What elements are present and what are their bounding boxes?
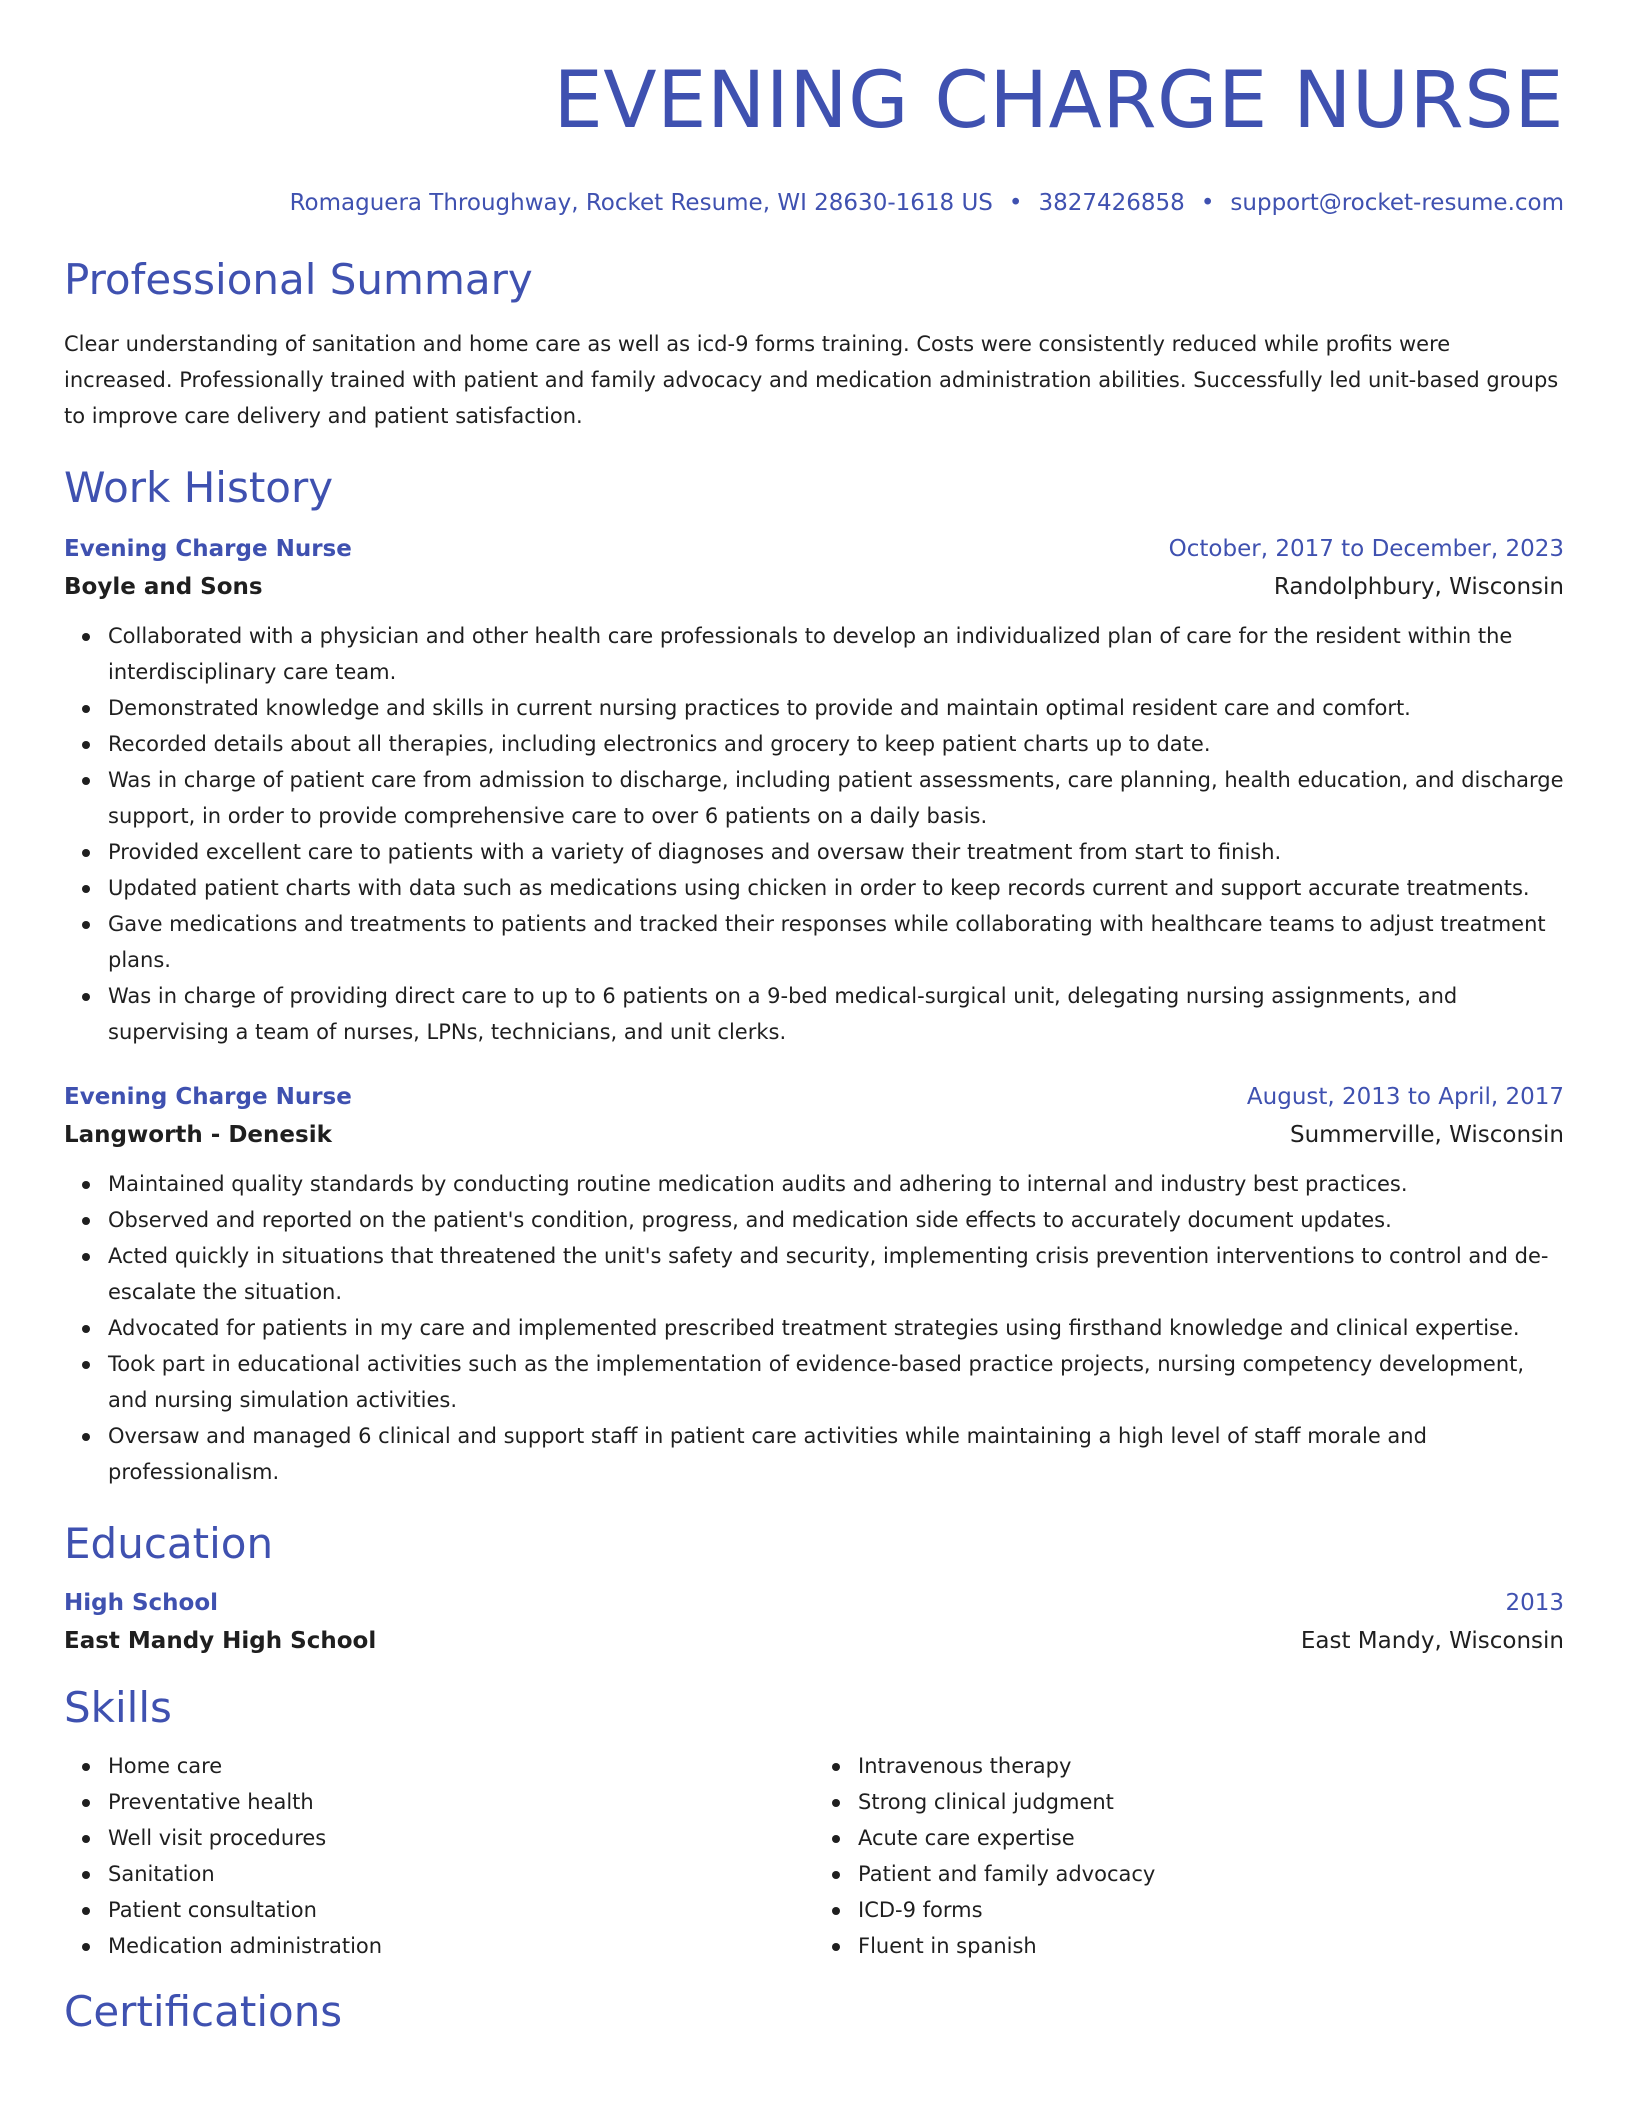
job-bullets xyxy=(64,618,1564,1050)
job-dates: October, 2017 to December, 2023 xyxy=(1168,536,1564,562)
section-title-skills: Skills xyxy=(64,1683,172,1732)
section-title-summary: Professional Summary xyxy=(64,255,533,304)
education-degree-row xyxy=(64,1584,1564,1622)
education-school-row xyxy=(64,1622,1564,1660)
skill-item: Well visit procedures xyxy=(108,1820,814,1856)
job-bullet: Collaborated with a physician and other health care professionals to develop an individualized plan of care for the resident within the interdisciplinary care team. xyxy=(108,618,1564,690)
job-bullet: Acted quickly in situations that threatened the unit's safety and security, implementing crisis prevention interventions to control and de-escalate the situation. xyxy=(108,1238,1564,1310)
job-title-row xyxy=(64,1078,1564,1116)
job-location: Randolphbury, Wisconsin xyxy=(1273,574,1564,600)
job-bullet: Provided excellent care to patients with a variety of diagnoses and oversaw their treatment from start to finish. xyxy=(108,834,1564,870)
skill-item: Sanitation xyxy=(108,1856,814,1892)
skills-column-left xyxy=(64,1748,814,1964)
job-entry xyxy=(64,530,1564,1050)
job-employer: Boyle and Sons xyxy=(64,574,263,600)
job-employer-row xyxy=(64,568,1564,606)
education-school: East Mandy High School xyxy=(64,1628,377,1654)
job-dates: August, 2013 to April, 2017 xyxy=(1246,1084,1564,1110)
candidate-title: EVENING CHARGE NURSE xyxy=(553,56,1564,146)
job-employer: Langworth - Denesik xyxy=(64,1122,332,1148)
education-entry xyxy=(64,1584,1564,1660)
skill-item: Strong clinical judgment xyxy=(858,1784,1564,1820)
job-bullet: Took part in educational activities such as the implementation of evidence-based practice projects, nursing competency development, and nursing simulation activities. xyxy=(108,1346,1564,1418)
skill-item: ICD-9 forms xyxy=(858,1892,1564,1928)
job-employer-row xyxy=(64,1116,1564,1154)
section-title-education: Education xyxy=(64,1519,274,1568)
job-bullet: Recorded details about all therapies, including electronics and grocery to keep patient charts up to date. xyxy=(108,726,1564,762)
contact-email: support@rocket-resume.com xyxy=(1230,190,1564,216)
skill-item: Intravenous therapy xyxy=(858,1748,1564,1784)
contact-address: Romaguera Throughway, Rocket Resume, WI 28630-1618 US xyxy=(289,190,993,216)
job-bullets xyxy=(64,1166,1564,1490)
section-title-certifications: Certifications xyxy=(64,1987,343,2036)
job-role: Evening Charge Nurse xyxy=(64,536,352,562)
contact-line xyxy=(64,188,1564,218)
section-title-work-history: Work History xyxy=(64,463,334,512)
job-location: Summerville, Wisconsin xyxy=(1289,1122,1564,1148)
skills-list xyxy=(64,1748,1564,1964)
skill-item: Preventative health xyxy=(108,1784,814,1820)
job-role: Evening Charge Nurse xyxy=(64,1084,352,1110)
separator-dot: • xyxy=(1008,190,1023,216)
education-degree: High School xyxy=(64,1590,219,1616)
separator-dot: • xyxy=(1200,190,1215,216)
job-bullet: Gave medications and treatments to patients and tracked their responses while collaborating with healthcare teams to adjust treatment plans. xyxy=(108,906,1564,978)
job-bullet: Demonstrated knowledge and skills in current nursing practices to provide and maintain optimal resident care and comfort. xyxy=(108,690,1564,726)
job-bullet: Advocated for patients in my care and implemented prescribed treatment strategies using firsthand knowledge and clinical expertise. xyxy=(108,1310,1564,1346)
job-bullet: Updated patient charts with data such as medications using chicken in order to keep records current and support accurate treatments. xyxy=(108,870,1564,906)
skill-item: Home care xyxy=(108,1748,814,1784)
education-year: 2013 xyxy=(1505,1590,1564,1616)
skill-item: Patient and family advocacy xyxy=(858,1856,1564,1892)
education-location: East Mandy, Wisconsin xyxy=(1300,1628,1564,1654)
resume-header xyxy=(64,0,1564,218)
skills-column-right xyxy=(814,1748,1564,1964)
job-entry xyxy=(64,1078,1564,1490)
job-bullet: Was in charge of providing direct care to up to 6 patients on a 9-bed medical-surgical unit, delegating nursing assignments, and supervising a team of nurses, LPNs, technicians, and unit clerks. xyxy=(108,978,1564,1050)
job-title-row xyxy=(64,530,1564,568)
summary-text: Clear understanding of sanitation and home care as well as icd-9 forms training. Costs were consistently reduced while profits were increased. Professionally trained with patient and family advocacy and medication administration abilities. Successfully led unit-based groups to improve care delivery and patient satisfaction. xyxy=(64,332,1559,428)
job-bullet: Maintained quality standards by conducting routine medication audits and adhering to internal and industry best practices. xyxy=(108,1166,1564,1202)
resume-page xyxy=(64,0,1564,2038)
contact-phone: 3827426858 xyxy=(1038,190,1185,216)
skill-item: Medication administration xyxy=(108,1928,814,1964)
skill-item: Fluent in spanish xyxy=(858,1928,1564,1964)
skill-item: Acute care expertise xyxy=(858,1820,1564,1856)
job-bullet: Was in charge of patient care from admission to discharge, including patient assessments, care planning, health education, and discharge support, in order to provide comprehensive care to over 6 patients on a daily basis. xyxy=(108,762,1564,834)
job-bullet: Oversaw and managed 6 clinical and support staff in patient care activities while maintaining a high level of staff morale and professionalism. xyxy=(108,1418,1564,1490)
skill-item: Patient consultation xyxy=(108,1892,814,1928)
job-bullet: Observed and reported on the patient's condition, progress, and medication side effects to accurately document updates. xyxy=(108,1202,1564,1238)
